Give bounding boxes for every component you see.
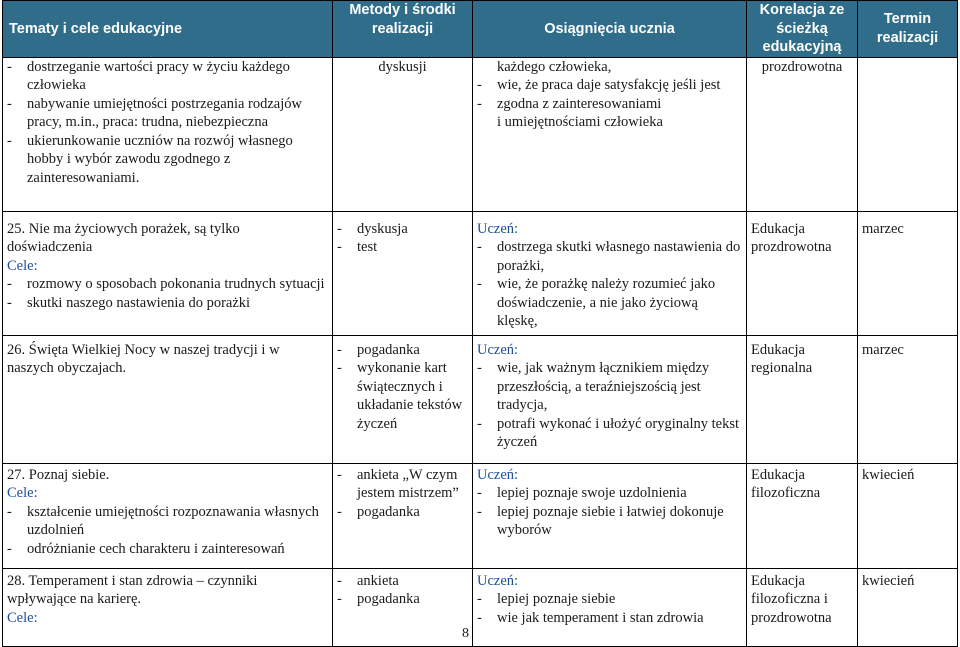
methods-cell: [333, 335, 473, 463]
header-term: Termin realizacji: [858, 1, 958, 58]
achievements-cell: [473, 335, 747, 463]
topic-title: 25. Nie ma życiowych porażek, są tylko doświadczenia: [7, 220, 240, 255]
topic-cell: [3, 568, 333, 646]
topic-title: 28. Temperament i stan zdrowia – czynniki wpływające na karierę.: [7, 572, 258, 607]
method-item: - pogadanka: [337, 341, 468, 360]
achievement-item: - dostrzega skutki własnego nastawienia do porażki,: [477, 238, 742, 275]
methods-cell: [333, 57, 473, 211]
achievements-label: Uczeń:: [477, 572, 519, 589]
correlation-text: prozdrowotna: [761, 58, 843, 75]
header-methods: Metody i środki realizacji: [333, 1, 473, 58]
achievement-item: - wie jak temperament i stan zdrowia: [477, 609, 742, 628]
achievement-item: - lepiej poznaje swoje uzdolnienia: [477, 484, 742, 503]
term-cell: [858, 335, 958, 463]
term-cell: [858, 57, 958, 211]
term-cell: [858, 568, 958, 646]
achievements-label: Uczeń:: [477, 341, 519, 358]
goals-label: Cele:: [7, 257, 38, 274]
correlation-cell: [747, 568, 858, 646]
correlation-text: Edukacja filozoficzna: [751, 466, 821, 501]
term-text: marzec: [862, 220, 904, 237]
achievements-cell: [473, 211, 747, 335]
correlation-cell: [747, 463, 858, 568]
table-row: [3, 568, 958, 646]
topic-cell: [3, 335, 333, 463]
correlation-text: Edukacja filozoficzna i prozdrowotna: [751, 572, 832, 626]
curriculum-table: [2, 0, 958, 647]
goal-item: - ukierunkowanie uczniów na rozwój własnego hobby i wybór zawodu zgodnego z zainteresowaniami.: [7, 132, 328, 188]
correlation-cell: [747, 211, 858, 335]
achievement-item: - lepiej poznaje siebie i łatwiej dokonuje wyborów: [477, 503, 742, 540]
method-item: - pogadanka: [337, 590, 468, 609]
correlation-cell: [747, 335, 858, 463]
goals-label: Cele:: [7, 609, 38, 626]
table-row: [3, 57, 958, 211]
term-cell: [858, 211, 958, 335]
achievement-item: - lepiej poznaje siebie: [477, 590, 742, 609]
header-row: [3, 1, 958, 58]
correlation-text: Edukacja prozdrowotna: [751, 220, 832, 255]
goal-item: - kształcenie umiejętności rozpoznawania własnych uzdolnień: [7, 503, 328, 540]
topic-cell: [3, 211, 333, 335]
topic-title: 26. Święta Wielkiej Nocy w naszej tradycji i w naszych obyczajach.: [7, 341, 280, 376]
method-item: dyskusji: [378, 58, 427, 75]
goal-item: - rozmowy o sposobach pokonania trudnych sytuacji: [7, 275, 328, 294]
achievement-item: - potrafi wykonać i ułożyć oryginalny tekst życzeń: [477, 415, 742, 452]
method-item: - wykonanie kart świątecznych i układanie tekstów życzeń: [337, 359, 468, 433]
methods-cell: [333, 568, 473, 646]
header-achievements: Osiągnięcia ucznia: [473, 1, 747, 58]
achievements-label: Uczeń:: [477, 466, 519, 483]
correlation-cell: [747, 57, 858, 211]
term-text: kwiecień: [862, 466, 915, 483]
achievements-label: Uczeń:: [477, 220, 519, 237]
table-row: [3, 211, 958, 335]
correlation-text: Edukacja regionalna: [751, 341, 813, 376]
achievement-line: każdego człowieka,: [497, 58, 612, 75]
method-item: - pogadanka: [337, 503, 468, 522]
topic-title: 27. Poznaj siebie.: [7, 466, 110, 483]
methods-cell: [333, 463, 473, 568]
goal-item: - nabywanie umiejętności postrzegania rodzajów pracy, m.in., praca: trudna, niebezpieczna: [7, 95, 328, 132]
goal-item: - skutki naszego nastawienia do porażki: [7, 294, 328, 313]
topic-cell: [3, 57, 333, 211]
page-number: 8: [462, 626, 469, 641]
achievement-item: - wie, jak ważnym łącznikiem między przeszłością, a teraźniejszością jest tradycja,: [477, 359, 742, 415]
term-text: marzec: [862, 341, 904, 358]
table-row: [3, 463, 958, 568]
goal-item: - dostrzeganie wartości pracy w życiu każdego człowieka: [7, 58, 328, 95]
method-item: - test: [337, 238, 468, 257]
method-item: - ankieta „W czym jestem mistrzem”: [337, 466, 468, 503]
method-item: - dyskusja: [337, 220, 468, 239]
achievement-item: - wie, że praca daje satysfakcję jeśli jest: [477, 76, 742, 95]
achievement-item: - zgodna z zainteresowaniami: [477, 95, 742, 114]
header-correlation: Korelacja ze ścieżką edukacyjną: [747, 1, 858, 58]
header-topics: Tematy i cele edukacyjne: [3, 1, 333, 58]
term-text: kwiecień: [862, 572, 915, 589]
methods-cell: [333, 211, 473, 335]
achievements-cell: [473, 463, 747, 568]
goal-item: - odróżnianie cech charakteru i zainteresowań: [7, 540, 328, 559]
achievement-item: - wie, że porażkę należy rozumieć jako doświadczenie, a nie jako życiową klęskę,: [477, 275, 742, 331]
achievements-cell: [473, 568, 747, 646]
method-item: - ankieta: [337, 572, 468, 591]
table-row: [3, 335, 958, 463]
goals-label: Cele:: [7, 485, 38, 501]
term-cell: [858, 463, 958, 568]
topic-cell: [3, 463, 333, 568]
achievements-cell: [473, 57, 747, 211]
achievement-line: i umiejętnościami człowieka: [497, 114, 663, 130]
